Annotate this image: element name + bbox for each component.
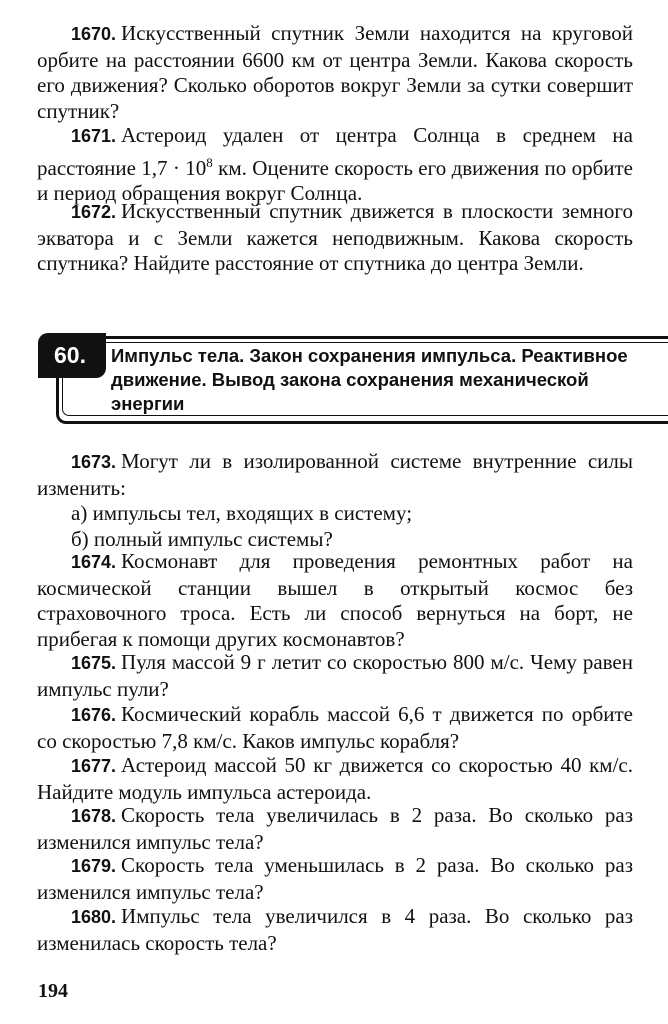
problem-1676 — [37, 702, 633, 754]
problem-1679 — [37, 853, 633, 905]
problem-text: Астероид удален от центра Солнца в среднем на расстояние 1,7 · 10 — [37, 123, 633, 180]
problem-text: Искусственный спутник Земли находится на круговой орбите на расстоянии 6600 км от центра Земли. Какова скорость его движения? Сколько оборотов вокруг Земли за сутки совершит спутник? — [37, 21, 633, 123]
exponent: 8 — [206, 154, 213, 170]
page-number: 194 — [38, 980, 68, 1002]
problem-1680 — [37, 904, 633, 956]
problem-number: 1680. — [71, 907, 117, 927]
header-rule-thin — [106, 342, 668, 343]
section-number: 60. — [54, 342, 86, 368]
problem-number: 1674. — [71, 552, 117, 572]
problem-text: Искусственный спутник движется в плоскости земного экватора и с Земли кажется неподвижным. Какова скорость спутника? Найдите расстояние от спутника до центра Земли. — [37, 199, 633, 275]
problem-text: Космический корабль массой 6,6 т движется по орбите со скоростью 7,8 км/с. Каков импульс корабля? — [37, 702, 633, 753]
problem-number: 1673. — [71, 452, 117, 472]
problem-number: 1675. — [71, 653, 117, 673]
problem-text: Астероид массой 50 кг движется со скоростью 40 км/с. Найдите модуль импульса астероида. — [37, 753, 633, 804]
problem-1670 — [37, 21, 633, 124]
problem-text: Скорость тела увеличилась в 2 раза. Во сколько раз изменился импульс тела? — [37, 803, 633, 854]
problem-1678 — [37, 803, 633, 855]
problem-number: 1678. — [71, 806, 117, 826]
problem-text: Скорость тела уменьшилась в 2 раза. Во сколько раз изменился импульс тела? — [37, 853, 633, 904]
problem-1672 — [37, 199, 633, 277]
problem-text-cont: км. Оцените скорость его движения по орбите и период обращения вокруг Солнца. — [37, 155, 634, 205]
problem-number: 1671. — [71, 126, 117, 146]
problem-text: Космонавт для проведения ремонтных работ на космической станции вышел в открытый космос без страховочного троса. Есть ли способ вернуться на борт, не прибегая к помощи других космонавтов? — [37, 549, 633, 651]
section-title: Импульс тела. Закон сохранения импульса. Реактивное движение. Вывод закона сохранения механической энергии — [111, 345, 628, 414]
problem-text: Пуля массой 9 г летит со скоростью 800 м/с. Чему равен импульс пули? — [37, 650, 633, 701]
problem-1671 — [37, 123, 633, 207]
answer-option-b: б) полный импульс системы? — [71, 526, 333, 551]
problem-1677 — [37, 753, 633, 805]
answer-option-a: а) импульсы тел, входящих в систему; — [71, 501, 413, 525]
problem-number: 1679. — [71, 856, 117, 876]
problem-number: 1670. — [71, 24, 117, 44]
problem-text: Могут ли в изолированной системе внутренние силы изменить: — [37, 449, 633, 500]
problem-1675 — [37, 650, 633, 702]
problem-1673 — [37, 449, 633, 552]
problem-number: 1677. — [71, 756, 117, 776]
problem-1674 — [37, 549, 633, 652]
header-rule — [106, 336, 668, 339]
section-number-badge — [38, 333, 106, 378]
problem-text: Импульс тела увеличился в 4 раза. Во сколько раз изменилась скорость тела? — [37, 904, 633, 955]
problem-number: 1672. — [71, 202, 117, 222]
section-header — [38, 333, 668, 429]
problem-number: 1676. — [71, 705, 117, 725]
